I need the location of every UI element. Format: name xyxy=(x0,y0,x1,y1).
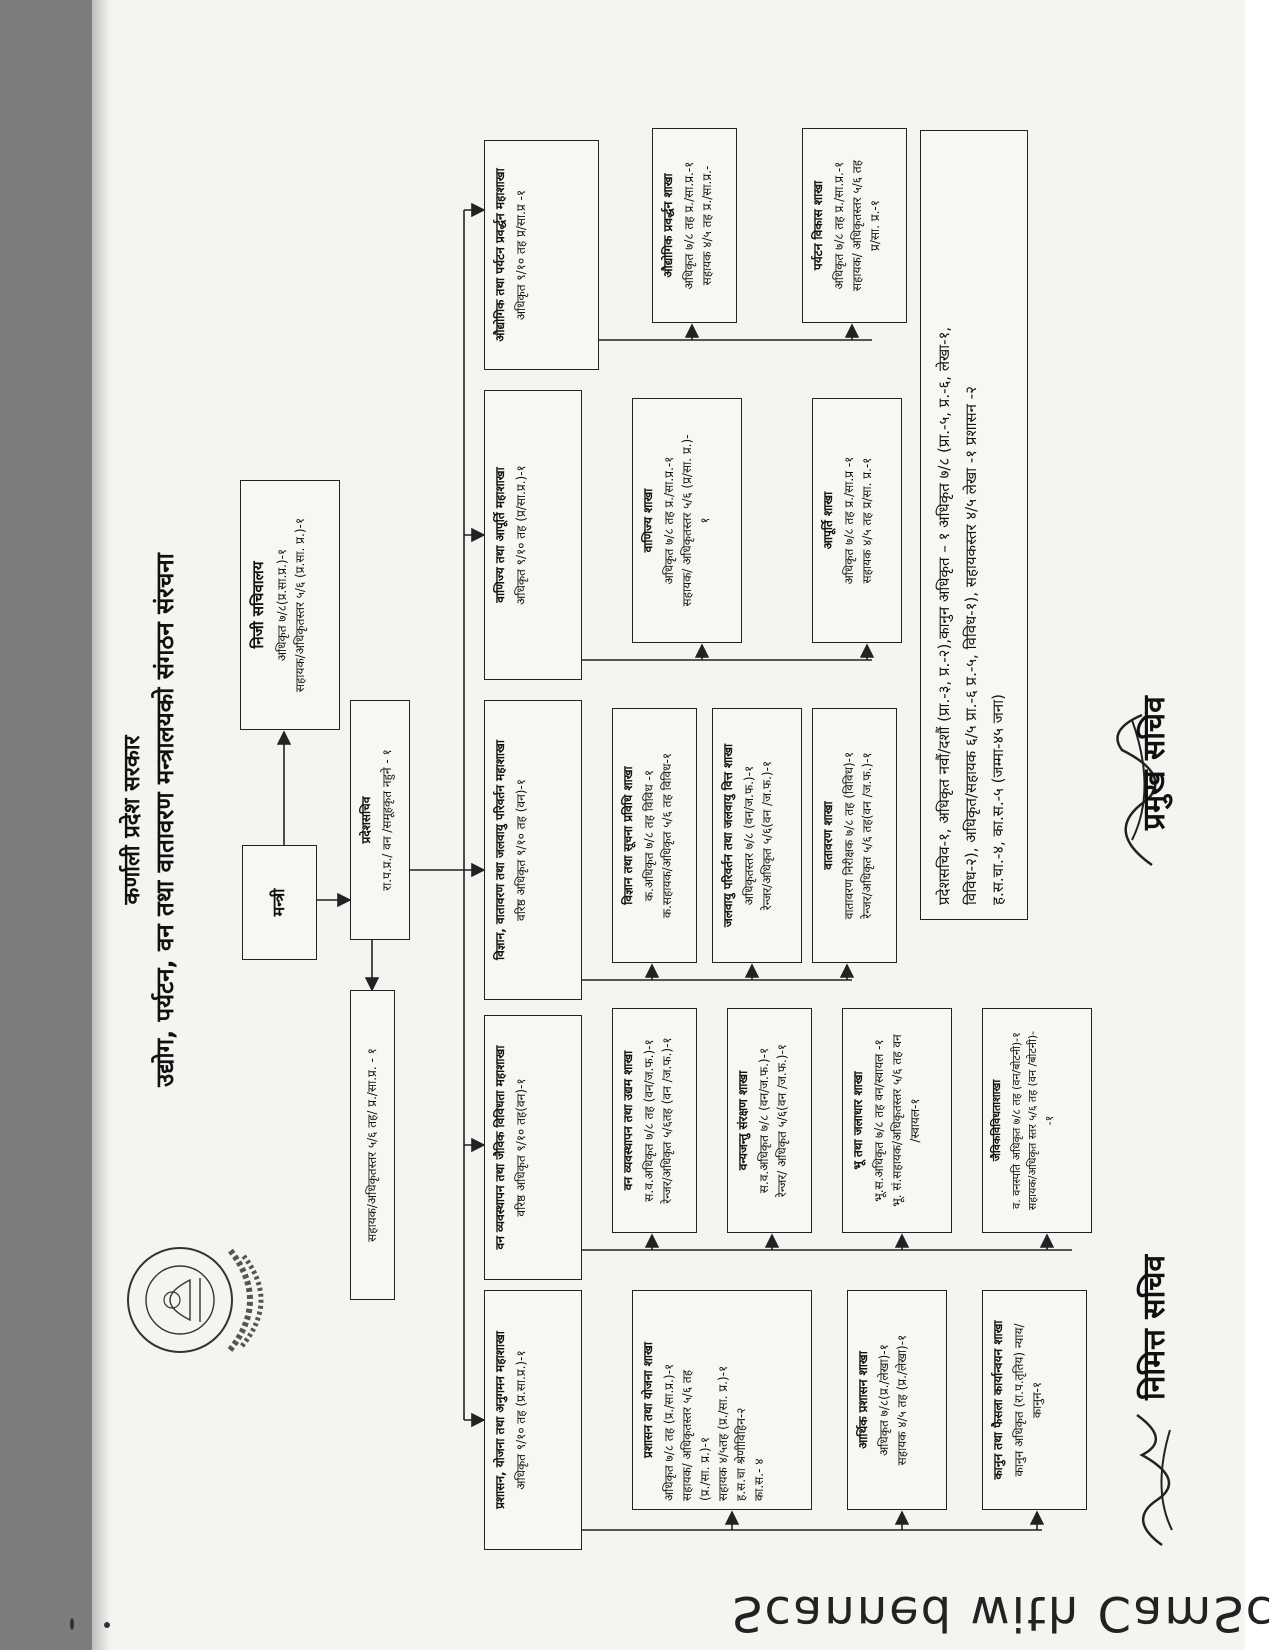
section-title: आर्थिक प्रशासन शाखा xyxy=(856,1351,870,1449)
section-title: जलवायु परिवर्तन तथा जलवायु वित्त शाखा xyxy=(721,743,735,928)
government-name: कर्णाली प्रदेश सरकार xyxy=(120,735,145,905)
section-title: विज्ञान तथा सूचना प्रविधि शाखा xyxy=(621,766,635,905)
section-line: का.स.- ४ xyxy=(752,1458,766,1501)
division-line: वरिष्ठ अधिकृत ९/१० तह(वन)-१ xyxy=(514,1078,528,1217)
page-edge xyxy=(1245,0,1275,1650)
section-admin-planning xyxy=(632,1290,812,1510)
secretary-line: रा.प.प्र./ वन /समूहकृत नहुने - १ xyxy=(380,749,394,891)
section-title: प्रशासन तथा योजना शाखा xyxy=(641,1342,655,1458)
section-line: रेन्जर/ अधिकृत ५/६(वन /ज.फ.)-१ xyxy=(775,1043,789,1198)
section-title: आपूर्ति शाखा xyxy=(821,491,835,550)
section-climate-finance xyxy=(712,708,802,963)
section-line: (प्र./सा. प्र.)-१ xyxy=(698,1436,712,1501)
section-title: पर्यटन विकास शाखा xyxy=(811,180,825,271)
division-title: औद्योगिक तथा पर्यटन प्रवर्द्धन महाशाखा xyxy=(493,168,507,342)
section-line: स.व.अधिकृत ७/८ (वन/ज.फ.)-१ xyxy=(757,1047,771,1194)
section-line: अधिकृत ७/८ तह प्र./सा.प्र.-१ xyxy=(662,456,676,585)
org-chart-rotated xyxy=(112,50,1232,1590)
division-line: वरिष्ठ अधिकृत ९/१० तह (वन)-१ xyxy=(514,779,528,921)
section-line: सहायक/ अधिकृतस्तर ५/६ (प्र/सा. प्र.)- xyxy=(680,434,694,607)
section-title: वन व्यवस्थापन तथा उद्यम शाखा xyxy=(621,1050,635,1191)
secretary-assistant-box xyxy=(350,990,395,1300)
section-wildlife-conservation xyxy=(727,1008,812,1233)
section-line: कानुन-१ xyxy=(1030,1381,1044,1419)
secretary-signature-label: निमित्त सचिव xyxy=(1137,1254,1172,1400)
section-science-it xyxy=(612,708,697,963)
section-forest-management xyxy=(612,1008,697,1233)
seal-icon xyxy=(120,1210,270,1360)
section-title: वाणिज्य शाखा xyxy=(641,488,655,553)
secretary-title: प्रदेशसचिव xyxy=(359,796,373,844)
division-commerce-supply xyxy=(484,390,582,680)
section-tourism-development xyxy=(802,128,907,323)
minister-label: मन्त्री xyxy=(269,888,288,917)
division-title: वन व्यवस्थापन तथा जैविक विविधता महाशाखा xyxy=(493,1045,507,1250)
section-line: अधिकृत ७/८ तह प्र./सा.प्र.-१ xyxy=(682,161,696,290)
section-line: सहायक ४/५ तह प्र./सा.प्र.- xyxy=(700,165,714,286)
section-commerce xyxy=(632,398,742,643)
signature-mark xyxy=(1122,1410,1182,1550)
summary-line: विविध-२), अधिकृत/सहायक ६/५ प्रा.-६ प्र.-५, विविध-१), सहायकस्तर ४/५ लेखा -१ प्रशासन -२ xyxy=(962,386,980,905)
scan-watermark: Scanned with CamSc xyxy=(732,1585,1275,1641)
section-line: रेन्जर/अधिकृत ५/६तह (वन /ज.फ.)-१ xyxy=(660,1037,674,1204)
section-line: व. वनस्पति अधिकृत ७/८ तह (वन/बोटनी)-१ xyxy=(1009,1032,1023,1209)
ministry-seal xyxy=(120,1210,270,1360)
section-line: अधिकृत ७/८ तह प्र./सा.प्र -१ xyxy=(842,456,856,585)
section-title: कानुन तथा फैसला कार्यान्वयन शाखा xyxy=(991,1320,1005,1480)
section-title: भू तथा जलाधार शाखा xyxy=(851,1071,865,1170)
division-line: अधिकृत ९/१० तह प्र/सा.प्र -१ xyxy=(514,189,528,321)
section-line: क.अधिकृत ७/८ तह विविध -१ xyxy=(642,769,656,902)
section-line: क.सहायक/अधिकृत ५/६ तह विविध-१ xyxy=(660,752,674,919)
section-line: अधिकृत ७/८(प्र./लेखा)-१ xyxy=(877,1344,891,1456)
section-title: जैविकविविधताशाखा xyxy=(990,1079,1003,1162)
scan-speck xyxy=(104,1622,110,1628)
division-science-environment xyxy=(484,700,582,1000)
section-line: प्र/सा. प्र.-१ xyxy=(868,200,882,251)
section-line: भू.स.अधिकृत ७/८ तह वन/स्वायल -१ xyxy=(872,1039,886,1202)
section-environment xyxy=(812,708,897,963)
section-title: वन्यजन्तु संरक्षण शाखा xyxy=(736,1070,750,1171)
section-line: भू. सं.सहायक/अधिकृतस्तर ५/६ तह वन xyxy=(890,1034,904,1207)
division-line: अधिकृत ९/१० तह (प्र.सा.प्र.)-१ xyxy=(514,1350,528,1490)
section-line: अधिकृत ७/८ तह प्र./सा.प्र.-१ xyxy=(832,161,846,290)
scan-shadow xyxy=(92,0,110,1650)
section-line: कानुन अधिकृत (रा.प.तृतिय) न्याय/ xyxy=(1012,1323,1026,1477)
section-line: अधिकृत ७/८ तह (प्र./सा.प्र.)-१ xyxy=(662,1363,676,1501)
page-title: उद्योग, पर्यटन, वन तथा वातावरण मन्त्रालयको संगठन संरचना xyxy=(151,553,179,1087)
section-line: सहायक/अधिकृत स्तर ५/६ तह (वन /बोटनी)- xyxy=(1026,1030,1039,1211)
section-line: सहायक ४/५ तह प्र/सा. प्र.-१ xyxy=(860,457,874,584)
section-line: -१ xyxy=(1042,1115,1056,1126)
document-sheet xyxy=(92,0,1275,1650)
division-title: विज्ञान, वातावरण तथा जलवायु परिवर्तन महाशाखा xyxy=(493,740,507,960)
section-line: रेन्जर/अधिकृत ५/६(वन /ज.फ.)-१ xyxy=(760,760,774,911)
signature-icon xyxy=(1122,1410,1182,1550)
division-line: अधिकृत ९/१० तह (प्र/सा.प्र.)-१ xyxy=(514,465,528,605)
section-line: सहायक/ अधिकृतस्तर ५/६ तह xyxy=(850,159,864,292)
division-title: वाणिज्य तथा आपूर्ति महाशाखा xyxy=(493,467,507,603)
division-forest-biodiversity xyxy=(484,1015,582,1280)
section-line: वातावरण निरीक्षक ७/८ तह (विविध)-१ xyxy=(842,751,856,920)
section-soil-watershed xyxy=(842,1008,952,1233)
division-title: प्रशासन, योजना तथा अनुगमन महाशाखा xyxy=(493,1331,507,1509)
section-line: /स्वायल-१ xyxy=(908,1098,922,1143)
staff-summary-box xyxy=(920,130,1028,920)
chief-secretary-signature-label: प्रमुख सचिव xyxy=(1137,696,1172,830)
section-title: औद्योगिक प्रवर्द्धन शाखा xyxy=(661,173,675,278)
private-secretariat-line: अधिकृत ७/८(प्र.सा.प्र.)-१ xyxy=(274,548,289,662)
summary-line: प्रदेशसचिव-१, अधिकृत नवौं/दशौं (प्रा.-३, प्र.-२),कानुन अधिकृत – १ अधिकृत ७/८ (प्रा.-५, प्र.-६, लेखा-१, xyxy=(935,326,953,905)
section-line: अधिकृतस्तर ७/८ (वन/ज.फ.)-१ xyxy=(742,765,756,906)
section-line: रेन्जर/अधिकृत ५/६ तह(वन /ज.फ.)-१ xyxy=(860,752,874,919)
section-industrial-promotion xyxy=(652,128,737,323)
section-line: सहायक ४/५तह (प्र./सा. प्र.)-१ xyxy=(716,1365,730,1501)
section-law-verdict xyxy=(982,1290,1087,1510)
section-line: सहायक ४/५ तह (प्र./लेखा)-१ xyxy=(895,1334,909,1466)
private-secretariat-line: सहायक/अधिकृतस्तर ५/६ (प्र.सा. प्र.)-१ xyxy=(292,517,307,693)
section-biodiversity xyxy=(982,1008,1092,1233)
secretary-assistant-label: सहायक/अधिकृतस्तर ५/६ तह/ प्र./सा.प्र. - १ xyxy=(365,1048,379,1242)
section-supply xyxy=(812,398,902,643)
division-admin-planning xyxy=(484,1290,582,1550)
private-secretariat-title: निजी सचिवालय xyxy=(249,561,267,649)
summary-line: ह.स.चा.-४, का.स.-५ (जम्मा-४५ जना) xyxy=(989,694,1007,905)
section-line: १ xyxy=(698,517,712,524)
secretary-box xyxy=(350,700,410,940)
section-line: स.व.अधिकृत ७/८ तह (वन/ज.फ.)-१ xyxy=(642,1039,656,1202)
section-title: वातावरण शाखा xyxy=(821,801,835,870)
division-industry-tourism xyxy=(484,140,599,370)
scan-speck xyxy=(70,1618,74,1630)
section-line: ह.स.चा श्रेणीविहिन-२ xyxy=(734,1407,748,1501)
section-financial-admin xyxy=(847,1290,947,1510)
private-secretariat-box xyxy=(240,480,340,730)
section-line: सहायक/ अधिकृतस्तर ५/६ तह xyxy=(680,1369,694,1501)
minister-box xyxy=(242,845,317,960)
